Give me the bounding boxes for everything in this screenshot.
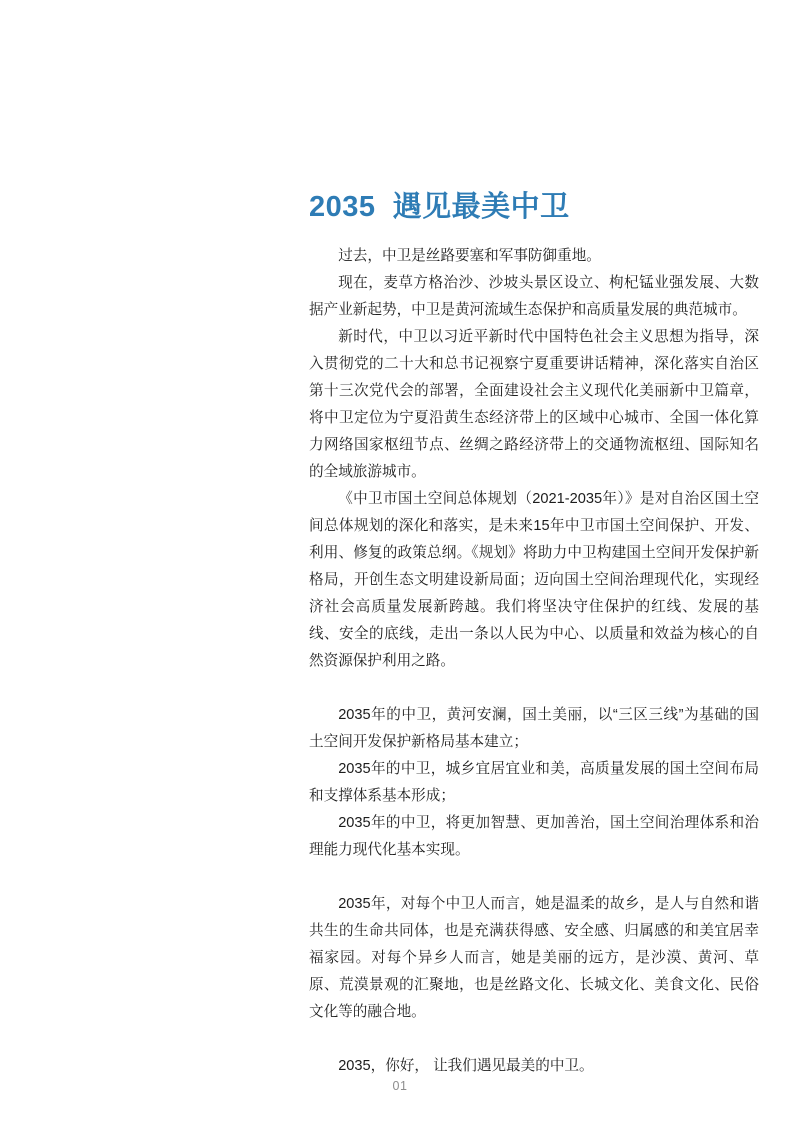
page-title: 2035 遇见最美中卫: [309, 191, 570, 224]
paragraph: 《中卫市国土空间总体规划（2021-2035年）》是对自治区国土空间总体规划的深化和落实，是未来15年中卫市国土空间保护、开发、利用、修复的政策总纲。《规划》将助力中卫构建国土空间开发保护新格局，开创生态文明建设新局面；迈向国土空间治理现代化，实现经济社会高质量发展新跨越。我们将坚决守住保护的红线、发展的基线、安全的底线，走出一条以人民为中心、以质量和效益为核心的自然资源保护利用之路。: [309, 491, 759, 669]
paragraph-group-closing: [309, 1053, 759, 1080]
page-number: 01: [392, 1079, 408, 1093]
paragraph: 2035年的中卫，城乡宜居宜业和美，高质量发展的国土空间布局和支撑体系基本形成；: [309, 761, 759, 804]
paragraph: 2035年的中卫，将更加智慧、更加善治，国土空间治理体系和治理能力现代化基本实现。: [309, 815, 759, 858]
paragraph-group-hometown: [309, 891, 759, 1026]
paragraph: 过去，中卫是丝路要塞和军事防御重地。: [338, 248, 601, 264]
paragraph: 2035，你好， 让我们遇见最美的中卫。: [338, 1058, 594, 1074]
paragraph: 现在，麦草方格治沙、沙坡头景区设立、枸杞锰业强发展、大数据产业新起势，中卫是黄河流域生态保护和高质量发展的典范城市。: [309, 275, 759, 318]
paragraph: 2035年的中卫，黄河安澜，国土美丽，以“三区三线”为基础的国土空间开发保护新格局基本建立；: [309, 707, 759, 750]
document-body: [309, 243, 759, 1080]
paragraph-group-vision-2035: [309, 702, 759, 864]
paragraph: 2035年，对每个中卫人而言，她是温柔的故乡，是人与自然和谐共生的生命共同体，也是充满获得感、安全感、归属感的和美宜居幸福家园。对每个异乡人而言，她是美丽的远方，是沙漠、黄河、草原、荒漠景观的汇聚地，也是丝路文化、长城文化、美食文化、民俗文化等的融合地。: [309, 896, 759, 1020]
paragraph-group-intro: [309, 243, 759, 675]
paragraph: 新时代，中卫以习近平新时代中国特色社会主义思想为指导，深入贯彻党的二十大和总书记视察宁夏重要讲话精神，深化落实自治区第十三次党代会的部署，全面建设社会主义现代化美丽新中卫篇章，将中卫定位为宁夏沿黄生态经济带上的区域中心城市、全国一体化算力网络国家枢纽节点、丝绸之路经济带上的交通物流枢纽、国际知名的全域旅游城市。: [309, 329, 759, 480]
